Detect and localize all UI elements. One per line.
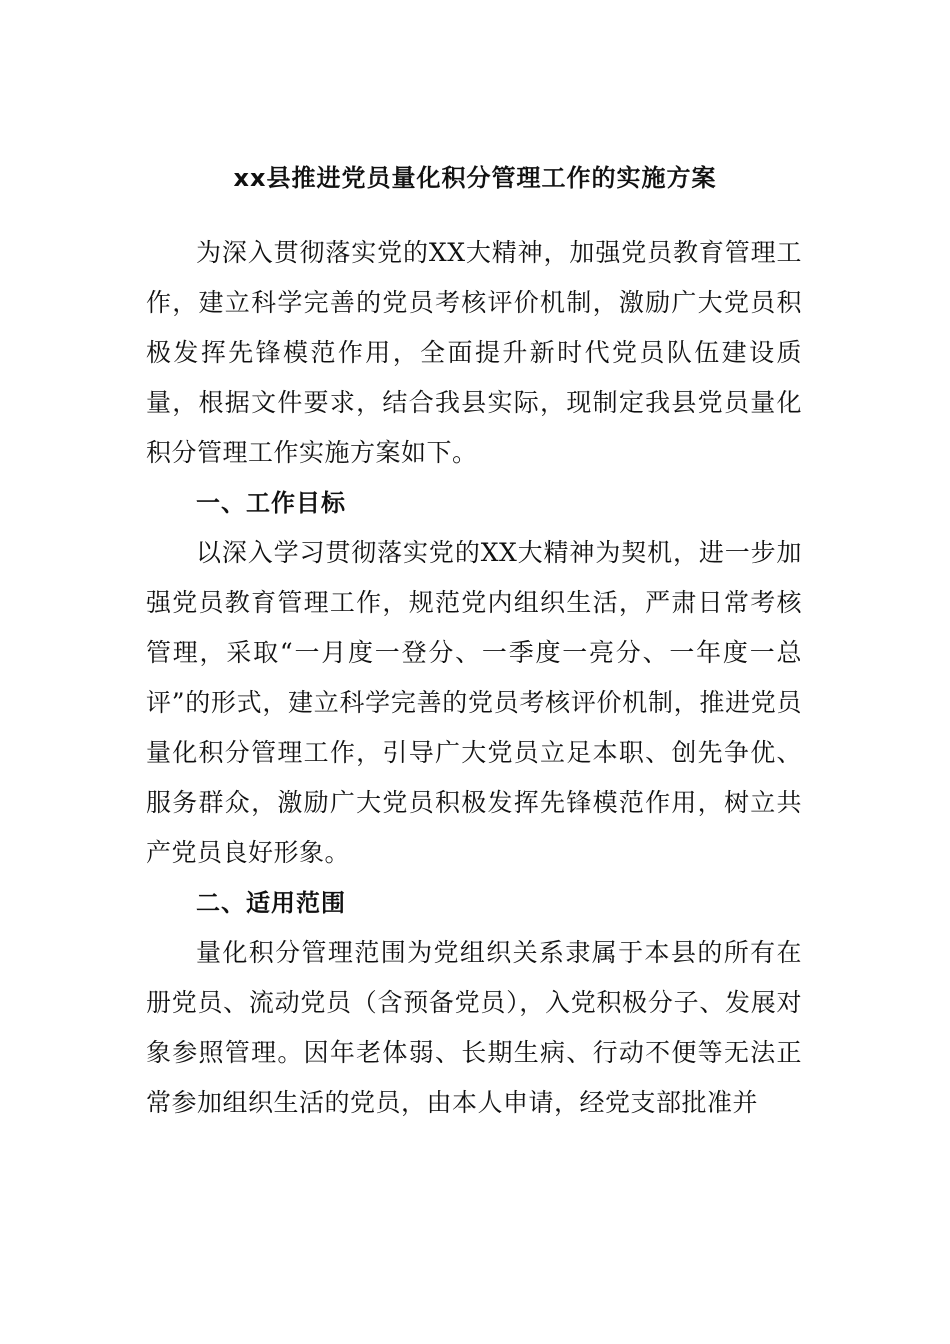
intro-paragraph: 为深入贯彻落实党的XX大精神，加强党员教育管理工作，建立科学完善的党员考核评价机制，激励广大党员积极发挥先锋模范作用，全面提升新时代党员队伍建设质量，根据文件要求，结合我县实际，现制定我县党员量化积分管理工作实施方案如下。 bbox=[146, 238, 802, 467]
section-heading-scope: 二、适用范围 bbox=[196, 889, 346, 917]
section-heading-work-goals: 一、工作目标 bbox=[196, 489, 346, 517]
section-paragraph-scope: 量化积分管理范围为党组织关系隶属于本县的所有在册党员、流动党员（含预备党员），入党积极分子、发展对象参照管理。因年老体弱、长期生病、行动不便等无法正常参加组织生活的党员，由本人申请，经党支部批准并 bbox=[146, 938, 802, 1117]
document-title: xx县推进党员量化积分管理工作的实施方案 bbox=[233, 164, 717, 192]
section-paragraph-work-goals: 以深入学习贯彻落实党的XX大精神为契机，进一步加强党员教育管理工作，规范党内组织生活，严肃日常考核管理，采取“一月度一登分、一季度一亮分、一年度一总评”的形式，建立科学完善的党员考核评价机制，推进党员量化积分管理工作，引导广大党员立足本职、创先争优、服务群众，激励广大党员积极发挥先锋模范作用，树立共产党员良好形象。 bbox=[146, 538, 802, 867]
document-body bbox=[146, 228, 802, 1128]
